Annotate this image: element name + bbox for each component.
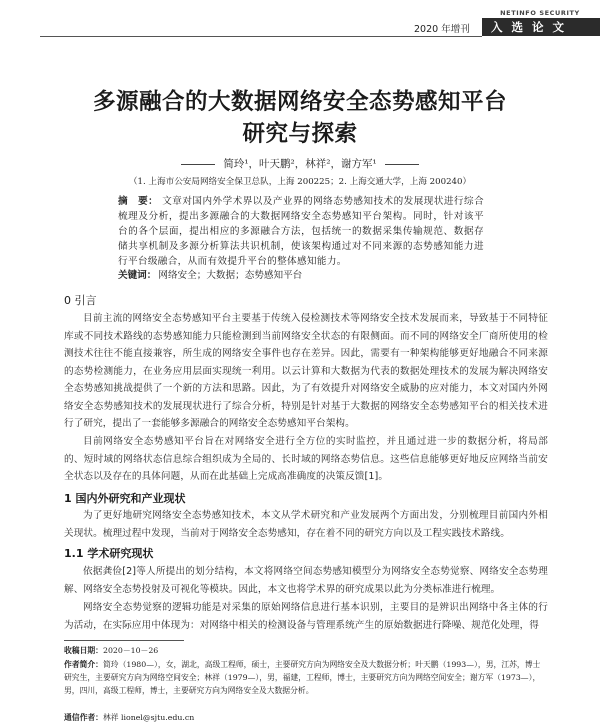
affiliations: （1. 上海市公安局网络安全保卫总队，上海 200225；2. 上海交通大学，上海 200240） xyxy=(128,177,472,187)
abstract-text: 文章对国内外学术界以及产业界的网络态势感知技术的发展现状进行综合梳理及分析，提出多源融合的大数据网络安全态势感知平台架构。同时，针对该平台的各个层面，提出相应的多源融合方法，包括统一的数据采集传输规范、数据存储共享机制及多源分析算法共识机制，使该架构通过对不同来源的态势感知能力进行平台级融合，从而有效提升平台的整体感知能力。 xyxy=(118,196,484,267)
author-line xyxy=(0,156,600,171)
section-heading-intro: 0 引言 xyxy=(64,294,97,307)
paragraph-intro-1: 目前主流的网络安全态势感知平台主要基于传统入侵检测技术等网络安全技术发展而来，导致基于不同特征库或不同技术路线的态势感知能力只能检测到当前网络安全状态的有限侧面。而不同的网络安全厂商所使用的检测技术往往不能直接兼容，所生成的网络安全事件也存在差异。因此，需要有一种架构能够更好地融合不同来源的态势检测能力，在业务应用层面实现统一利用。以云计算和大数据为代表的数据处理技术的发展为解决网络安全态势感知挑战提供了一个新的方法和思路。因此，为了有效提升对网络安全威胁的应对能力，本文对国内外网络安全态势感知技术的发展现状进行了综合分析，特别是针对基于大数据的网络安全态势感知平台的相关技术进行了研究，提出了一套能够多源融合的网络安全态势感知平台架构。 xyxy=(64,313,548,429)
keywords-text: 网络安全；大数据；态势感知平台 xyxy=(158,270,303,281)
received-date: 2020－10－26 xyxy=(102,646,159,655)
section-heading-1-1: 1.1 学术研究现状 xyxy=(64,547,154,560)
title-line-2: 研究与探索 xyxy=(242,121,358,147)
received-label: 收稿日期： xyxy=(64,646,103,655)
paragraph-academic-1: 依据龚俭[2]等人所提出的划分结构，本文将网络空间态势感知模型分为网络安全态势觉察、网络安全态势理解、网络安全态势投射及可视化等模块。因此，本文也将学术界的研究成果以此为分类标准进行梳理。 xyxy=(64,566,548,595)
paragraph-academic-2: 网络安全态势觉察的逻辑功能是对采集的原始网络信息进行基本识别，主要目的是辨识出网络中各主体的行为活动，在实际应用中体现为：对网络中相关的检测设备与管理系统产生的原始数据进行降噪、规范化处理，得 xyxy=(64,602,548,631)
bio-text: 简玲（1980—），女，湖北，高级工程师，硕士，主要研究方向为网络安全及大数据分析；叶天鹏（1993—），男，江苏，博士研究生，主要研究方向为网络空间安全；林祥（1979—），男，福建，工程师，博士，主要研究方向为网络空间安全；谢方军（1973—），男，四川，高级工程师，博士，主要研究方向为网络安全及大数据分析。 xyxy=(64,660,541,695)
keywords-block xyxy=(118,267,484,281)
bio-label: 作者简介： xyxy=(64,660,103,669)
contact-label: 通信作者： xyxy=(64,713,103,722)
paragraph-intro-2: 目前网络安全态势感知平台旨在对网络安全进行全方位的实时监控，并且通过进一步的数据分析，将局部的、短时域的网络状态信息综合组织成为全局的、长时域的网络态势信息。这些信息能够更好地反应网络当前安全状态以及存在的具体问题，从而在此基础上完成高准确度的决策反馈[1]。 xyxy=(64,436,548,482)
paper-title xyxy=(0,86,600,150)
footnote-received xyxy=(64,644,548,657)
issue-label: 2020 年增刊 xyxy=(414,24,470,35)
contact-text: 林祥 lionel@sjtu.edu.cn xyxy=(102,713,195,722)
header-rule xyxy=(40,36,482,37)
footnote-rule xyxy=(64,640,184,641)
abstract-block xyxy=(118,194,484,269)
page-header xyxy=(0,0,600,40)
journal-name: NETINFO SECURITY xyxy=(500,9,580,17)
footnote-contact xyxy=(64,711,548,724)
author-dash-right xyxy=(385,164,419,165)
section-heading-1: 1 国内外研究和产业现状 xyxy=(64,492,186,505)
keywords-label: 关键词： xyxy=(118,270,157,281)
section-label: 入选论文 xyxy=(482,18,600,36)
author-list: 简玲¹，叶天鹏²，林祥²，谢方军¹ xyxy=(223,158,377,170)
paragraph-section1: 为了更好地研究网络安全态势感知技术，本文从学术研究和产业发展两个方面出发，分别梳理目前国内外相关现状。梳理过程中发现，当前对于网络安全态势感知，存在着不同的研究方向以及工程实践技术路线。 xyxy=(64,510,548,539)
abstract-label: 摘 要： xyxy=(118,196,159,207)
title-line-1: 多源融合的大数据网络安全态势感知平台 xyxy=(92,89,507,115)
author-dash-left xyxy=(181,164,215,165)
footnote-bio xyxy=(64,658,548,697)
